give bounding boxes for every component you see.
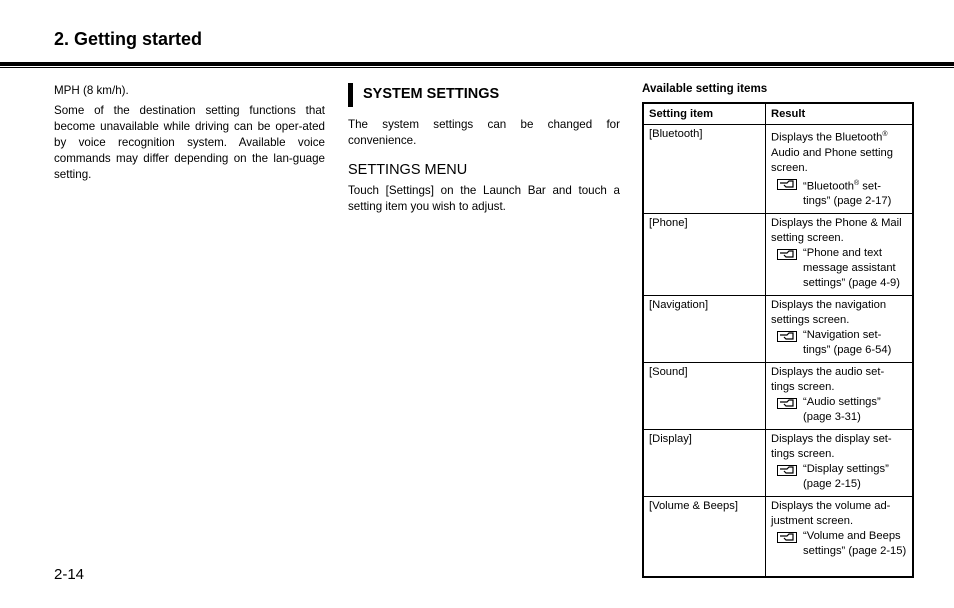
section-heading-text: SYSTEM SETTINGS [363, 86, 500, 102]
section-intro: The system settings can be changed for convenience. [348, 118, 620, 147]
cell-setting-item: [Phone] [643, 214, 766, 296]
page-number: 2-14 [54, 566, 85, 583]
cell-setting-item: [Display] [643, 430, 766, 497]
reference-pointer-icon [777, 331, 797, 342]
reference-link[interactable] [771, 462, 907, 492]
subsection-text: Touch [Settings] on the Launch Bar and touch a setting item you wish to adjust. [348, 184, 620, 213]
result-text [771, 127, 907, 176]
reference-text-pre: “Bluetooth [803, 180, 854, 193]
page-title: 2. Getting started [54, 29, 203, 49]
table-row [643, 214, 913, 296]
reference-pointer-icon [777, 532, 797, 543]
reference-text: “Navigation set-tings” (page 6-54) [803, 329, 892, 357]
result-text: Displays the display set-tings screen. [771, 433, 892, 461]
header-rule-thin [0, 67, 954, 68]
reference-text-post: set-tings” (page 2-17) [803, 180, 892, 208]
cell-setting-item: [Sound] [643, 363, 766, 430]
cell-result [766, 296, 914, 363]
section-heading [348, 83, 620, 105]
settings-table [642, 102, 914, 578]
reference-link[interactable] [771, 529, 907, 559]
reference-text: “Volume and Beeps settings” (page 2-15) [803, 530, 907, 558]
result-text: Displays the Phone & Mail setting screen. [771, 217, 902, 245]
column-middle [348, 83, 620, 215]
cell-result [766, 214, 914, 296]
table-row [643, 296, 913, 363]
reference-link[interactable] [771, 328, 907, 358]
table-row [643, 125, 913, 214]
reference-text: “Display settings” (page 2-15) [803, 463, 889, 491]
reference-pointer-icon [777, 179, 797, 190]
result-text: Displays the audio set-tings screen. [771, 366, 885, 394]
section-heading-bar [348, 83, 353, 107]
cell-setting-item: [Bluetooth] [643, 125, 766, 214]
paragraph-voice-recognition: Some of the destination setting functions that become unavailable while driving can be oper-ated by voice recognition system. Available voice commands may differ depending on the lan-guage setting. [54, 104, 325, 181]
result-text-post: Audio and Phone setting screen. [771, 146, 893, 174]
reference-pointer-icon [777, 398, 797, 409]
reference-link[interactable] [771, 176, 907, 210]
reference-pointer-icon [777, 249, 797, 260]
table-title: Available setting items [642, 82, 768, 95]
result-text: Displays the navigation settings screen. [771, 299, 887, 327]
cell-result [766, 430, 914, 497]
column-right [642, 82, 914, 578]
reference-link[interactable] [771, 395, 907, 425]
header-rule [0, 62, 954, 66]
table-row [643, 363, 913, 430]
reference-text: “Audio settings” (page 3-31) [803, 396, 881, 424]
cell-result [766, 125, 914, 214]
registered-mark: ® [882, 131, 888, 138]
cell-setting-item: [Volume & Beeps] [643, 497, 766, 577]
cell-result [766, 497, 914, 577]
table-row [643, 497, 913, 577]
column-left [54, 83, 325, 187]
table-row [643, 430, 913, 497]
cell-result [766, 363, 914, 430]
header-setting-item: Setting item [643, 103, 766, 125]
reference-pointer-icon [777, 465, 797, 476]
registered-mark: ® [854, 179, 860, 187]
reference-text: “Phone and text message assistant settings” (page 4-9) [803, 247, 901, 290]
table-header-row [643, 103, 913, 125]
result-text: Displays the volume ad-justment screen. [771, 500, 891, 528]
header-result: Result [766, 103, 914, 125]
subsection-heading: SETTINGS MENU [348, 162, 468, 178]
reference-link[interactable] [771, 246, 907, 291]
paragraph-speed: MPH (8 km/h). [54, 84, 129, 97]
result-text-pre: Displays the Bluetooth [771, 131, 883, 144]
cell-setting-item: [Navigation] [643, 296, 766, 363]
